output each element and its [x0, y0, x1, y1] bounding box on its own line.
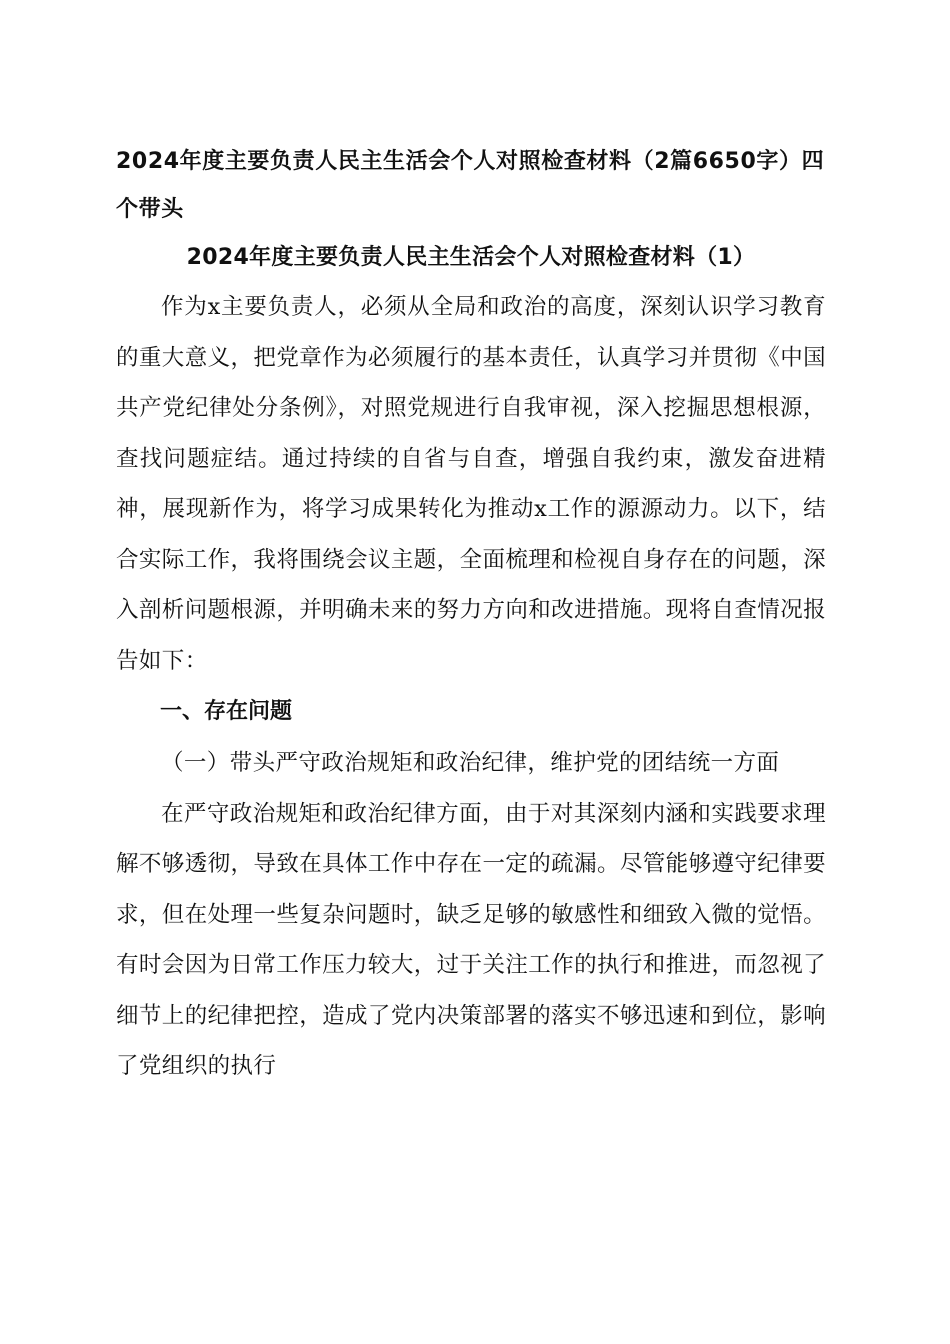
document-subtitle: 2024年度主要负责人民主生活会个人对照检查材料（1）: [186, 245, 756, 270]
subsection-heading-political-discipline: （一）带头严守政治规矩和政治纪律，维护党的团结统一方面: [161, 750, 780, 776]
document-title: 2024年度主要负责人民主生活会个人对照检查材料（2篇6650字）四个带头: [116, 149, 825, 222]
document-body: [116, 138, 826, 1092]
intro-paragraph: 作为x主要负责人，必须从全局和政治的高度，深刻认识学习教育的重大意义，把党章作为必须履行的基本责任，认真学习并贯彻《中国共产党纪律处分条例》，对照党规进行自我审视，深入挖掘思想根源，查找问题症结。通过持续的自省与自查，增强自我约束，激发奋进精神，展现新作为，将学习成果转化为推动x工作的源源动力。以下，结合实际工作，我将围绕会议主题，全面梳理和检视自身存在的问题，深入剖析问题根源，并明确未来的努力方向和改进措施。现将自查情况报告如下：: [116, 294, 826, 674]
section-heading-problems: 一、存在问题: [160, 699, 293, 724]
subsection-body-paragraph: 在严守政治规矩和政治纪律方面，由于对其深刻内涵和实践要求理解不够透彻，导致在具体工作中存在一定的疏漏。尽管能够遵守纪律要求，但在处理一些复杂问题时，缺乏足够的敏感性和细致入微的觉悟。有时会因为日常工作压力较大，过于关注工作的执行和推进，而忽视了细节上的纪律把控，造成了党内决策部署的落实不够迅速和到位，影响了党组织的执行: [116, 800, 826, 1079]
